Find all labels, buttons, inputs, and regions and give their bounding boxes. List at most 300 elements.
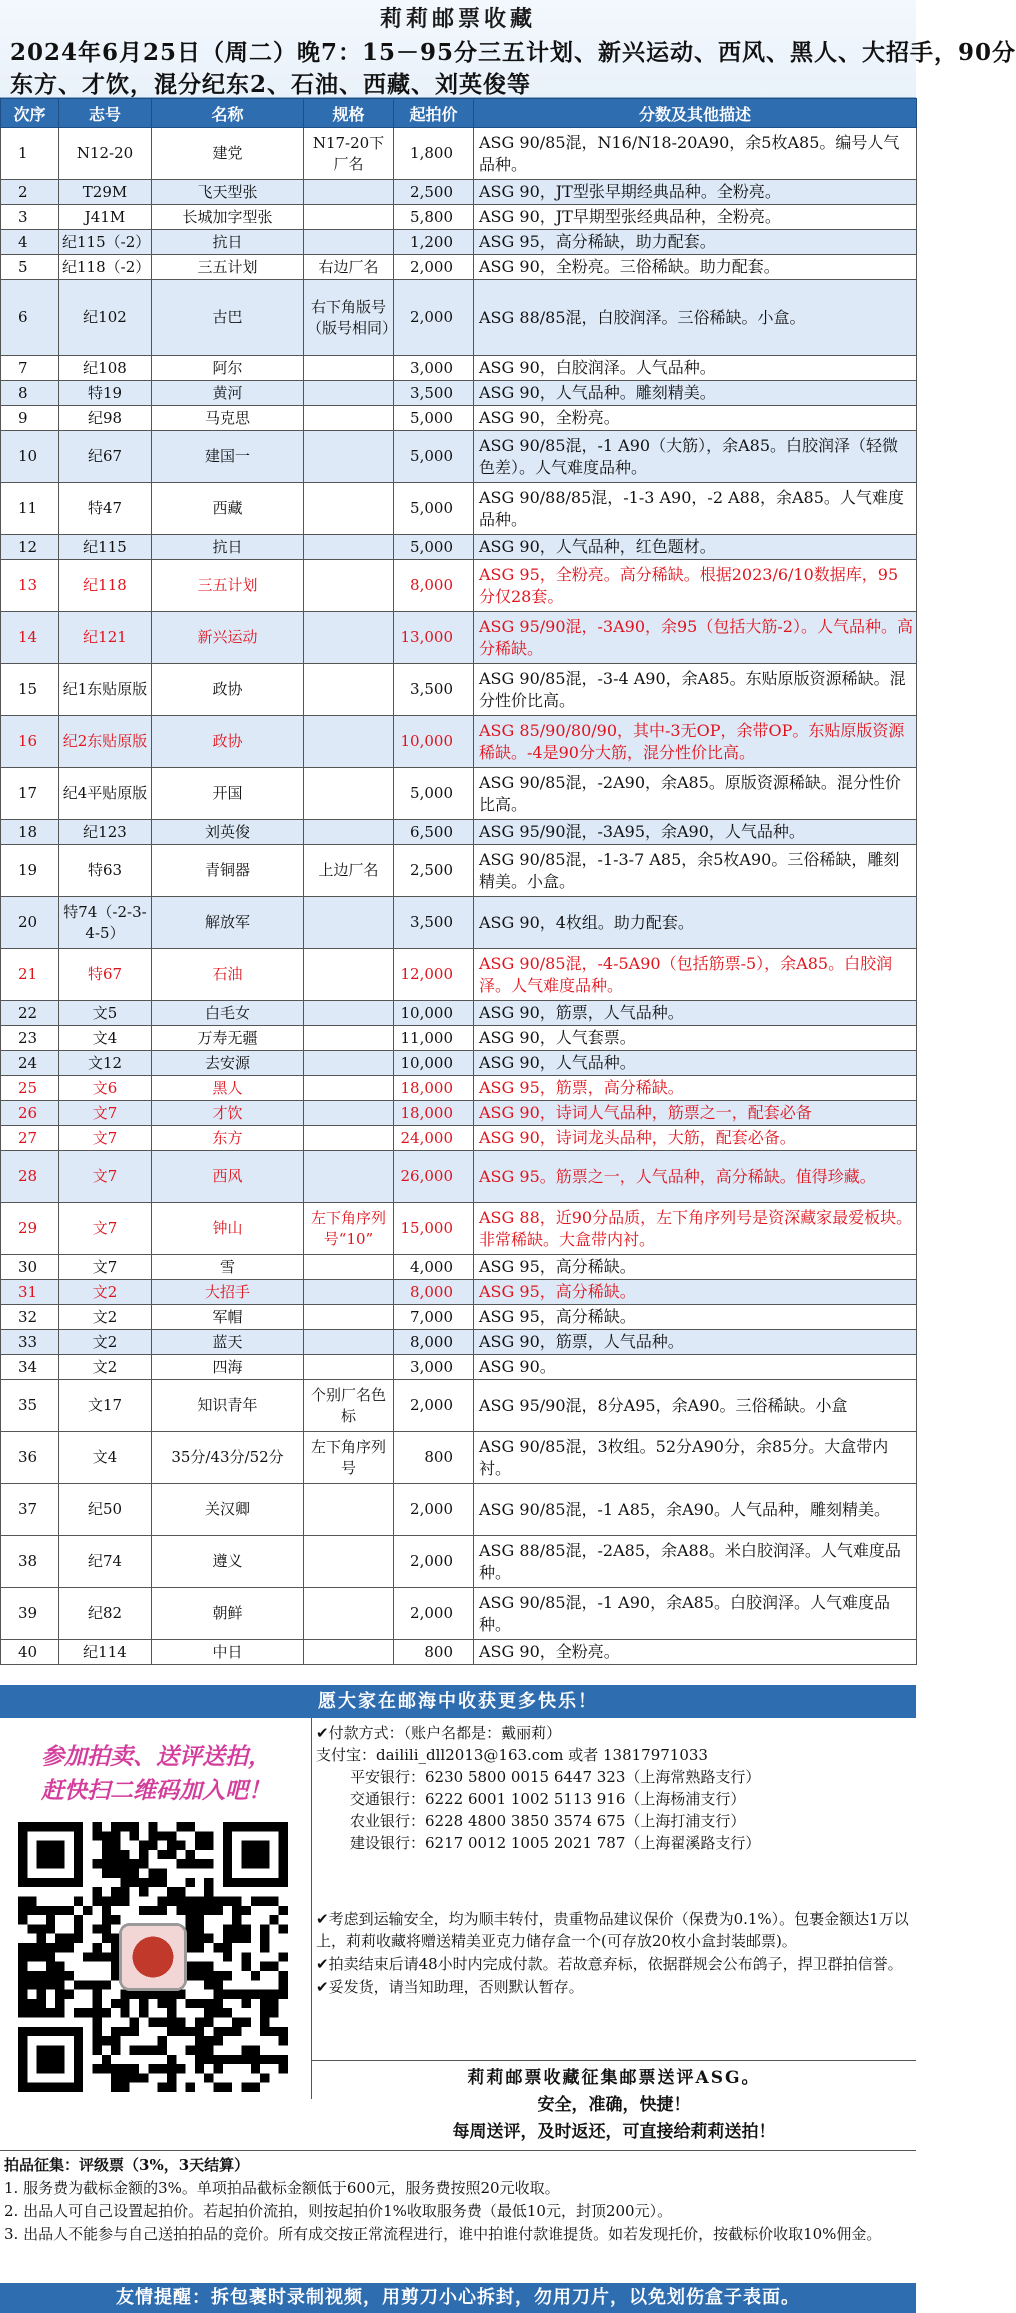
cell-price: 5,800 (394, 205, 474, 230)
cell-no: 36 (1, 1432, 59, 1484)
table-row (1, 1330, 917, 1355)
table-row (1, 483, 917, 535)
cell-code: 文5 (59, 1001, 152, 1026)
cell-code: 纪114 (59, 1640, 152, 1665)
cell-no: 11 (1, 483, 59, 535)
table-row (1, 1484, 917, 1536)
bank-account: 建设银行：6217 0012 1005 2021 787（上海翟溪路支行） (350, 1834, 761, 1852)
cell-no: 38 (1, 1536, 59, 1588)
cell-name: 遵义 (152, 1536, 304, 1588)
cell-desc: ASG 90，JT早期型张经典品种，全粉亮。 (474, 205, 917, 230)
cell-desc: ASG 90/85混，-4-5A90（包括筋票-5），余A85。白胶润泽。人气难度品种。 (474, 949, 917, 1001)
cell-no: 30 (1, 1255, 59, 1280)
table-row (1, 128, 917, 180)
cell-spec (304, 1126, 394, 1151)
table-row (1, 716, 917, 768)
asg-service-box (312, 2060, 916, 2150)
cell-spec (304, 612, 394, 664)
cell-name: 万寿无疆 (152, 1026, 304, 1051)
cell-price: 10,000 (394, 1051, 474, 1076)
cell-desc: ASG 90，全粉亮。 (474, 1640, 917, 1665)
cell-code: 纪118（-2） (59, 255, 152, 280)
cell-no: 22 (1, 1001, 59, 1026)
bank-account: 农业银行：6228 4800 3850 3574 675（上海打浦支行） (350, 1812, 746, 1830)
bank-account: 交通银行：6222 6001 1002 5113 916（上海杨浦支行） (350, 1790, 746, 1808)
rules-heading: 拍品征集：评级票（3%，3天结算） (4, 2156, 250, 2174)
cell-spec (304, 1076, 394, 1101)
cell-spec (304, 1151, 394, 1203)
cell-code: 纪67 (59, 431, 152, 483)
cell-price: 15,000 (394, 1203, 474, 1255)
cell-code: 纪74 (59, 1536, 152, 1588)
cell-name: 刘英俊 (152, 820, 304, 845)
cell-code: 文2 (59, 1305, 152, 1330)
cell-no: 1 (1, 128, 59, 180)
cell-spec (304, 1101, 394, 1126)
table-row (1, 1640, 917, 1665)
table-row (1, 1001, 917, 1026)
table-body (1, 128, 917, 1665)
cell-spec: N17-20下厂名 (304, 128, 394, 180)
cell-desc: ASG 90/85混，-1 A90（大筋），余A85。白胶润泽（轻微色差）。人气难度品种。 (474, 431, 917, 483)
table-row (1, 897, 917, 949)
promo-line-2: 赶快扫二维码加入吧！ (41, 1777, 271, 1804)
table-row (1, 768, 917, 820)
cell-spec (304, 664, 394, 716)
asg-line-3: 每周送评，及时返还，可直接给莉莉送拍！ (452, 2122, 776, 2142)
cell-name: 古巴 (152, 280, 304, 356)
cell-price: 3,000 (394, 356, 474, 381)
cell-spec (304, 897, 394, 949)
cell-no: 19 (1, 845, 59, 897)
cell-spec: 右边厂名 (304, 255, 394, 280)
cell-price: 1,200 (394, 230, 474, 255)
auction-info-line-2: 东方、才饮，混分纪东2、石油、西藏、刘英俊等 (10, 71, 532, 98)
cell-price: 2,500 (394, 180, 474, 205)
cell-name: 马克思 (152, 406, 304, 431)
cell-name: 雪 (152, 1255, 304, 1280)
cell-no: 6 (1, 280, 59, 356)
table-row (1, 1305, 917, 1330)
cell-price: 7,000 (394, 1305, 474, 1330)
cell-no: 8 (1, 381, 59, 406)
cell-no: 26 (1, 1101, 59, 1126)
cell-name: 建国一 (152, 431, 304, 483)
cell-price: 3,000 (394, 1355, 474, 1380)
cell-code: 文4 (59, 1432, 152, 1484)
cell-desc: ASG 90/85混，-1 A85，余A90。人气品种，雕刻精美。 (474, 1484, 917, 1536)
cell-no: 27 (1, 1126, 59, 1151)
cell-no: 17 (1, 768, 59, 820)
cell-spec (304, 1255, 394, 1280)
page-title: 莉莉邮票收藏 (379, 6, 536, 32)
cell-name: 石油 (152, 949, 304, 1001)
cell-desc: ASG 90/85混，-1-3-7 A85，余5枚A90。三俗稀缺，雕刻精美。小盒。 (474, 845, 917, 897)
table-row (1, 1355, 917, 1380)
cell-code: 纪50 (59, 1484, 152, 1536)
cell-desc: ASG 88/85混，白胶润泽。三俗稀缺。小盒。 (474, 280, 917, 356)
table-row (1, 381, 917, 406)
cell-code: 文2 (59, 1280, 152, 1305)
table-row (1, 1101, 917, 1126)
cell-desc: ASG 88，近90分品质，左下角序列号是资深藏家最爱板块。非常稀缺。大盒带内衬。 (474, 1203, 917, 1255)
bank-account: 平安银行：6230 5800 0015 6447 323（上海常熟路支行） (350, 1768, 761, 1786)
cell-name: 黑人 (152, 1076, 304, 1101)
cell-code: 纪115（-2） (59, 230, 152, 255)
cell-desc: ASG 90，诗词人气品种，筋票之一，配套必备 (474, 1101, 917, 1126)
cell-no: 21 (1, 949, 59, 1001)
cell-price: 18,000 (394, 1101, 474, 1126)
cell-desc: ASG 95，筋票，高分稀缺。 (474, 1076, 917, 1101)
cell-spec (304, 431, 394, 483)
cell-price: 2,000 (394, 255, 474, 280)
cell-desc: ASG 90，人气品种。 (474, 1051, 917, 1076)
rule-item: 1. 服务费为截标金额的3%。单项拍品截标金额低于600元，服务费按照20元收取。 (4, 2179, 560, 2197)
table-row (1, 612, 917, 664)
cell-name: 黄河 (152, 381, 304, 406)
cell-name: 才饮 (152, 1101, 304, 1126)
cell-code: 特63 (59, 845, 152, 897)
cell-code: 纪82 (59, 1588, 152, 1640)
cell-spec (304, 180, 394, 205)
shipping-notes (316, 1908, 912, 1999)
cell-spec (304, 381, 394, 406)
cell-no: 10 (1, 431, 59, 483)
col-header-no: 次序 (1, 99, 59, 128)
cell-price: 800 (394, 1640, 474, 1665)
table-row (1, 535, 917, 560)
cell-no: 29 (1, 1203, 59, 1255)
cell-spec: 左下角序列号“10” (304, 1203, 394, 1255)
cell-price: 2,500 (394, 845, 474, 897)
cell-code: 纪118 (59, 560, 152, 612)
cell-name: 钟山 (152, 1203, 304, 1255)
table-row (1, 1126, 917, 1151)
table-row (1, 1203, 917, 1255)
cell-price: 3,500 (394, 381, 474, 406)
table-row (1, 205, 917, 230)
cell-spec (304, 1280, 394, 1305)
cell-price: 5,000 (394, 406, 474, 431)
col-header-desc: 分数及其他描述 (474, 99, 917, 128)
cell-name: 西风 (152, 1151, 304, 1203)
cell-no: 3 (1, 205, 59, 230)
cell-code: 文7 (59, 1101, 152, 1126)
table-row (1, 1076, 917, 1101)
cell-desc: ASG 90/85混，N16/N18-20A90，余5枚A85。编号人气品种。 (474, 128, 917, 180)
cell-name: 开国 (152, 768, 304, 820)
cell-spec (304, 535, 394, 560)
cell-desc: ASG 95，高分稀缺。 (474, 1305, 917, 1330)
cell-name: 白毛女 (152, 1001, 304, 1026)
cell-desc: ASG 95，高分稀缺。 (474, 1255, 917, 1280)
cell-code: 纪121 (59, 612, 152, 664)
cell-code: 文2 (59, 1355, 152, 1380)
alipay-account: 支付宝：dailili_dll2013@163.com 或者 13817971033 (316, 1746, 708, 1764)
cell-spec (304, 1355, 394, 1380)
table-row (1, 180, 917, 205)
cell-spec (304, 205, 394, 230)
cell-spec (304, 1305, 394, 1330)
payment-method: ✔付款方式：（账户名都是：戴丽莉） (316, 1724, 562, 1742)
cell-price: 5,000 (394, 535, 474, 560)
cell-price: 800 (394, 1432, 474, 1484)
cell-no: 39 (1, 1588, 59, 1640)
cell-code: 特74（-2-3-4-5） (59, 897, 152, 949)
cell-no: 16 (1, 716, 59, 768)
cell-code: 纪98 (59, 406, 152, 431)
cell-spec (304, 1051, 394, 1076)
cell-no: 14 (1, 612, 59, 664)
cell-desc: ASG 90，4枚组。助力配套。 (474, 897, 917, 949)
qr-code-icon[interactable] (18, 1822, 288, 2092)
cell-spec: 右下角版号（版号相同） (304, 280, 394, 356)
cell-code: 文12 (59, 1051, 152, 1076)
cell-no: 18 (1, 820, 59, 845)
cell-code: 文6 (59, 1076, 152, 1101)
cell-desc: ASG 88/85混，-2A85，余A88。米白胶润泽。人气难度品种。 (474, 1536, 917, 1588)
cell-code: 文7 (59, 1151, 152, 1203)
cell-desc: ASG 90，全粉亮。 (474, 406, 917, 431)
cell-name: 青铜器 (152, 845, 304, 897)
col-header-price: 起拍价 (394, 99, 474, 128)
table-row (1, 230, 917, 255)
cell-code: 文2 (59, 1330, 152, 1355)
cell-code: 纪1东贴原版 (59, 664, 152, 716)
cell-price: 6,500 (394, 820, 474, 845)
cell-name: 去安源 (152, 1051, 304, 1076)
table-row (1, 1255, 917, 1280)
cell-price: 4,000 (394, 1255, 474, 1280)
table-row (1, 1588, 917, 1640)
asg-line-1: 莉莉邮票收藏征集邮票送评ASG。 (467, 2068, 761, 2088)
consignment-rules (0, 2150, 916, 2283)
cell-spec (304, 949, 394, 1001)
cell-no: 28 (1, 1151, 59, 1203)
table-row (1, 1280, 917, 1305)
cell-name: 知识青年 (152, 1380, 304, 1432)
cell-price: 8,000 (394, 560, 474, 612)
cell-name: 35分/43分/52分 (152, 1432, 304, 1484)
cell-spec (304, 230, 394, 255)
cell-price: 2,000 (394, 1380, 474, 1432)
cell-code: 纪2东贴原版 (59, 716, 152, 768)
cell-spec (304, 820, 394, 845)
cell-price: 2,000 (394, 1484, 474, 1536)
cell-no: 23 (1, 1026, 59, 1051)
cell-price: 2,000 (394, 280, 474, 356)
cell-no: 33 (1, 1330, 59, 1355)
cell-code: 文7 (59, 1126, 152, 1151)
cell-no: 9 (1, 406, 59, 431)
cell-code: 特19 (59, 381, 152, 406)
cell-code: 特47 (59, 483, 152, 535)
cell-price: 26,000 (394, 1151, 474, 1203)
cell-desc: ASG 90，JT型张早期经典品种。全粉亮。 (474, 180, 917, 205)
cell-price: 5,000 (394, 483, 474, 535)
table-row (1, 820, 917, 845)
cell-price: 10,000 (394, 716, 474, 768)
cell-desc: ASG 90，筋票，人气品种。 (474, 1001, 917, 1026)
cell-name: 政协 (152, 664, 304, 716)
cell-name: 建党 (152, 128, 304, 180)
cell-code: 纪123 (59, 820, 152, 845)
cell-price: 11,000 (394, 1026, 474, 1051)
table-row (1, 356, 917, 381)
cell-desc: ASG 90，诗词龙头品种，大筋，配套必备。 (474, 1126, 917, 1151)
cell-price: 10,000 (394, 1001, 474, 1026)
cell-no: 13 (1, 560, 59, 612)
promo-panel (0, 1718, 312, 2099)
cell-name: 长城加字型张 (152, 205, 304, 230)
cell-spec (304, 1001, 394, 1026)
table-row (1, 280, 917, 356)
cell-name: 阿尔 (152, 356, 304, 381)
cell-no: 32 (1, 1305, 59, 1330)
cell-spec (304, 1588, 394, 1640)
friendly-reminder: 友情提醒：拆包裹时录制视频，用剪刀小心拆封，勿用刀片，以免划伤盒子表面。 (0, 2283, 916, 2313)
table-row (1, 255, 917, 280)
promo-line-1: 参加拍卖、送评送拍， (41, 1743, 271, 1770)
table-row (1, 949, 917, 1001)
cell-name: 三五计划 (152, 255, 304, 280)
cell-no: 4 (1, 230, 59, 255)
cell-name: 抗日 (152, 535, 304, 560)
cell-price: 24,000 (394, 1126, 474, 1151)
cell-name: 新兴运动 (152, 612, 304, 664)
cell-spec (304, 1640, 394, 1665)
cell-no: 35 (1, 1380, 59, 1432)
cell-desc: ASG 85/90/80/90，其中-3无OP，余带OP。东贴原版资源稀缺。-4是90分大筋，混分性价比高。 (474, 716, 917, 768)
cell-price: 13,000 (394, 612, 474, 664)
cell-name: 军帽 (152, 1305, 304, 1330)
cell-desc: ASG 90。 (474, 1355, 917, 1380)
cell-spec (304, 406, 394, 431)
cell-no: 31 (1, 1280, 59, 1305)
cell-spec (304, 1536, 394, 1588)
cell-desc: ASG 90/85混，-1 A90，余A85。白胶润泽。人气难度品种。 (474, 1588, 917, 1640)
asg-line-2: 安全，准确，快捷！ (537, 2095, 691, 2115)
col-header-name: 名称 (152, 99, 304, 128)
note-delivery: ✔妥发货，请当知助理，否则默认暂存。 (316, 1978, 584, 1996)
note-payment: ✔拍卖结束后请48小时内完成付款。若故意弃标，依据群规会公布鸽子，捍卫群拍信誉。 (316, 1955, 903, 1973)
col-header-spec: 规格 (304, 99, 394, 128)
cell-desc: ASG 90/85混，3枚组。52分A90分，余85分。大盒带内衬。 (474, 1432, 917, 1484)
cell-no: 25 (1, 1076, 59, 1101)
cell-no: 15 (1, 664, 59, 716)
cell-name: 解放军 (152, 897, 304, 949)
cell-code: 文7 (59, 1203, 152, 1255)
cell-price: 18,000 (394, 1076, 474, 1101)
cell-spec: 左下角序列号 (304, 1432, 394, 1484)
payment-info (316, 1722, 912, 1854)
cell-desc: ASG 95/90混，-3A90，余95（包括大筋-2）。人气品种。高分稀缺。 (474, 612, 917, 664)
cell-desc: ASG 90，人气品种，红色题材。 (474, 535, 917, 560)
auction-table (0, 98, 917, 1665)
cell-code: 特67 (59, 949, 152, 1001)
cell-desc: ASG 95，全粉亮。高分稀缺。根据2023/6/10数据库，95分仅28套。 (474, 560, 917, 612)
note-shipping: ✔考虑到运输安全，均为顺丰转付，贵重物品建议保价（保费为0.1%）。包裹金额达1万以上，莉莉收藏将赠送精美亚克力储存盒一个(可存放20枚小盒封装邮票)。 (316, 1910, 909, 1950)
cell-no: 7 (1, 356, 59, 381)
cell-desc: ASG 90/88/85混，-1-3 A90，-2 A88，余A85。人气难度品种。 (474, 483, 917, 535)
table-row (1, 1051, 917, 1076)
cell-desc: ASG 95，高分稀缺，助力配套。 (474, 230, 917, 255)
promo-text (0, 1740, 312, 1808)
cell-no: 2 (1, 180, 59, 205)
cell-code: N12-20 (59, 128, 152, 180)
cell-code: J41M (59, 205, 152, 230)
cell-desc: ASG 90，筋票，人气品种。 (474, 1330, 917, 1355)
cell-desc: ASG 90/85混，-2A90，余A85。原版资源稀缺。混分性价比高。 (474, 768, 917, 820)
cell-spec (304, 1484, 394, 1536)
cell-name: 四海 (152, 1355, 304, 1380)
table-row (1, 406, 917, 431)
wish-banner: 愿大家在邮海中收获更多快乐！ (0, 1685, 916, 1718)
cell-price: 3,500 (394, 897, 474, 949)
cell-desc: ASG 90，人气套票。 (474, 1026, 917, 1051)
cell-name: 抗日 (152, 230, 304, 255)
cell-spec: 个别厂名色标 (304, 1380, 394, 1432)
cell-name: 政协 (152, 716, 304, 768)
cell-no: 20 (1, 897, 59, 949)
table-row (1, 1026, 917, 1051)
table-row (1, 1536, 917, 1588)
cell-name: 关汉卿 (152, 1484, 304, 1536)
table-row (1, 1432, 917, 1484)
cell-spec (304, 1026, 394, 1051)
cell-no: 24 (1, 1051, 59, 1076)
cell-name: 西藏 (152, 483, 304, 535)
cell-code: T29M (59, 180, 152, 205)
cell-no: 37 (1, 1484, 59, 1536)
cell-name: 飞天型张 (152, 180, 304, 205)
cell-price: 2,000 (394, 1588, 474, 1640)
auction-info-line-1: 2024年6月25日（周二）晚7：15－95分三五计划、新兴运动、西风、黑人、大招手，90分 (10, 39, 1016, 66)
cell-name: 东方 (152, 1126, 304, 1151)
cell-price: 2,000 (394, 1536, 474, 1588)
cell-desc: ASG 95/90混，8分A95，余A90。三俗稀缺。小盒 (474, 1380, 917, 1432)
cell-name: 朝鲜 (152, 1588, 304, 1640)
cell-desc: ASG 95/90混，-3A95，余A90，人气品种。 (474, 820, 917, 845)
cell-code: 纪4平贴原版 (59, 768, 152, 820)
cell-spec (304, 716, 394, 768)
table-row (1, 1151, 917, 1203)
cell-spec (304, 483, 394, 535)
cell-spec: 上边厂名 (304, 845, 394, 897)
cell-price: 1,800 (394, 128, 474, 180)
cell-no: 40 (1, 1640, 59, 1665)
table-row (1, 845, 917, 897)
cell-price: 8,000 (394, 1330, 474, 1355)
cell-name: 蓝天 (152, 1330, 304, 1355)
cell-code: 文4 (59, 1026, 152, 1051)
cell-price: 5,000 (394, 768, 474, 820)
table-row (1, 664, 917, 716)
cell-desc: ASG 90，人气品种。雕刻精美。 (474, 381, 917, 406)
table-row (1, 1380, 917, 1432)
rule-item: 3. 出品人不能参与自己送拍拍品的竞价。所有成交按正常流程进行，谁中拍谁付款谁提货。如若发现托价，按截标价收取10%佣金。 (4, 2225, 882, 2243)
table-row (1, 431, 917, 483)
info-panel (312, 1718, 916, 2099)
cell-price: 8,000 (394, 1280, 474, 1305)
cell-desc: ASG 95，高分稀缺。 (474, 1280, 917, 1305)
cell-price: 12,000 (394, 949, 474, 1001)
cell-name: 大招手 (152, 1280, 304, 1305)
cell-desc: ASG 95。筋票之一，人气品种，高分稀缺。值得珍藏。 (474, 1151, 917, 1203)
cell-desc: ASG 90，白胶润泽。人气品种。 (474, 356, 917, 381)
table-header-row (1, 99, 917, 128)
col-header-code: 志号 (59, 99, 152, 128)
